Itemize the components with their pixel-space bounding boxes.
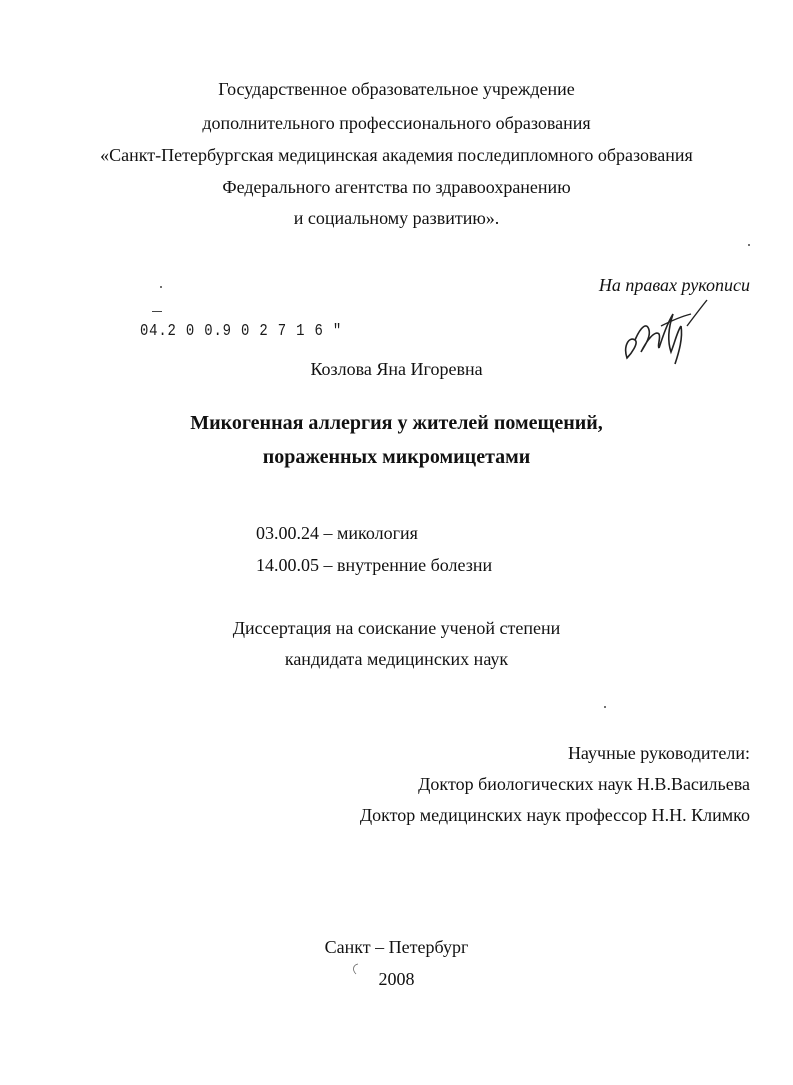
scan-speck	[604, 706, 606, 708]
archive-stamp-number: 04.2 0 0.9 0 2 7 1 6 "	[140, 322, 343, 341]
scan-speck	[160, 286, 162, 288]
signature-icon	[617, 296, 712, 366]
supervisor-1: Доктор биологических наук Н.В.Васильева	[418, 774, 750, 794]
degree-line-2: кандидата медицинских наук	[284, 649, 509, 669]
scan-speck	[748, 244, 750, 246]
institution-line-1: Государственное образовательное учреждение	[218, 79, 575, 99]
dissertation-title-line-1: Микогенная аллергия у жителей помещений,	[190, 412, 603, 434]
specialty-code-2: 14.00.05 – внутренние болезни	[256, 555, 493, 575]
institution-line-3: «Санкт-Петербургская медицинская академия последипломного образования	[100, 145, 693, 165]
degree-line-1: Диссертация на соискание ученой степени	[232, 618, 561, 638]
author-name: Козлова Яна Игоревна	[310, 359, 483, 379]
institution-line-5: и социальному развитию».	[293, 208, 500, 228]
scan-speck	[152, 311, 162, 312]
city: Санкт – Петербург	[324, 937, 469, 957]
supervisor-2: Доктор медицинских наук профессор Н.Н. Климко	[359, 805, 750, 825]
supervisors-heading: Научные руководители:	[567, 743, 750, 763]
year: 2008	[378, 969, 415, 989]
scan-mark-icon	[350, 962, 360, 976]
specialty-code-1: 03.00.24 – микология	[256, 523, 418, 543]
institution-line-2: дополнительного профессионального образования	[202, 113, 591, 133]
dissertation-title-line-2: пораженных микромицетами	[262, 446, 531, 468]
manuscript-note: На правах рукописи	[598, 275, 750, 295]
institution-line-4: Федерального агентства по здравоохранению	[222, 177, 571, 197]
